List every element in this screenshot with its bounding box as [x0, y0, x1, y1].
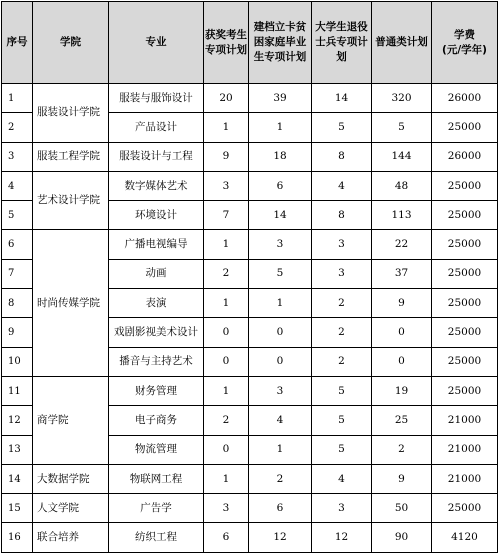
general-plan-cell: 0 [372, 347, 432, 376]
table-row [2, 171, 498, 200]
award-plan-cell: 1 [204, 464, 249, 493]
major-cell: 播音与主持艺术 [109, 347, 204, 376]
veteran-plan-cell: 3 [312, 230, 372, 259]
major-cell: 纺织工程 [109, 523, 204, 552]
tuition-cell: 4120 [432, 523, 498, 552]
table-row [2, 142, 498, 171]
tuition-cell: 25000 [432, 171, 498, 200]
award-plan-cell: 0 [204, 435, 249, 464]
award-plan-cell: 20 [204, 84, 249, 113]
general-plan-cell: 2 [372, 435, 432, 464]
poverty-plan-cell: 12 [249, 523, 312, 552]
header-tuition-label: 学费 [454, 28, 475, 41]
major-cell: 表演 [109, 289, 204, 318]
header-tuition [432, 2, 498, 84]
veteran-plan-cell: 14 [312, 84, 372, 113]
poverty-plan-cell: 14 [249, 201, 312, 230]
tuition-cell: 21000 [432, 406, 498, 435]
enrollment-plan-table-container [1, 1, 498, 553]
row-index: 15 [2, 494, 33, 523]
poverty-plan-cell: 39 [249, 84, 312, 113]
award-plan-cell: 2 [204, 406, 249, 435]
major-cell: 广播电视编导 [109, 230, 204, 259]
row-index: 5 [2, 201, 33, 230]
major-cell: 电子商务 [109, 406, 204, 435]
college-cell: 时尚传媒学院 [33, 230, 109, 376]
poverty-plan-cell: 1 [249, 435, 312, 464]
award-plan-cell: 7 [204, 201, 249, 230]
general-plan-cell: 144 [372, 142, 432, 171]
general-plan-cell: 37 [372, 259, 432, 288]
tuition-cell: 25000 [432, 347, 498, 376]
veteran-plan-cell: 5 [312, 113, 372, 142]
general-plan-cell: 90 [372, 523, 432, 552]
award-plan-cell: 1 [204, 230, 249, 259]
award-plan-cell: 2 [204, 259, 249, 288]
award-plan-cell: 0 [204, 318, 249, 347]
header-general-plan: 普通类计划 [372, 2, 432, 84]
award-plan-cell: 3 [204, 494, 249, 523]
veteran-plan-cell: 5 [312, 376, 372, 405]
award-plan-cell: 1 [204, 289, 249, 318]
veteran-plan-cell: 4 [312, 171, 372, 200]
award-plan-cell: 1 [204, 376, 249, 405]
table-row [2, 464, 498, 493]
general-plan-cell: 320 [372, 84, 432, 113]
veteran-plan-cell: 5 [312, 406, 372, 435]
college-cell: 艺术设计学院 [33, 171, 109, 230]
poverty-plan-cell: 5 [249, 259, 312, 288]
veteran-plan-cell: 3 [312, 494, 372, 523]
table-row [2, 230, 498, 259]
tuition-cell: 26000 [432, 84, 498, 113]
major-cell: 广告学 [109, 494, 204, 523]
major-cell: 戏剧影视美术设计 [109, 318, 204, 347]
row-index: 10 [2, 347, 33, 376]
row-index: 8 [2, 289, 33, 318]
row-index: 12 [2, 406, 33, 435]
general-plan-cell: 22 [372, 230, 432, 259]
tuition-cell: 25000 [432, 113, 498, 142]
poverty-plan-cell: 2 [249, 464, 312, 493]
major-cell: 物流管理 [109, 435, 204, 464]
veteran-plan-cell: 3 [312, 259, 372, 288]
header-award-plan: 获奖考生专项计划 [204, 2, 249, 84]
table-row [2, 494, 498, 523]
poverty-plan-cell: 1 [249, 113, 312, 142]
table-row [2, 376, 498, 405]
row-index: 2 [2, 113, 33, 142]
header-major: 专业 [109, 2, 204, 84]
award-plan-cell: 9 [204, 142, 249, 171]
table-row [2, 523, 498, 552]
major-cell: 数字媒体艺术 [109, 171, 204, 200]
header-college: 学院 [33, 2, 109, 84]
poverty-plan-cell: 3 [249, 230, 312, 259]
general-plan-cell: 9 [372, 289, 432, 318]
header-row [2, 2, 498, 84]
major-cell: 环境设计 [109, 201, 204, 230]
poverty-plan-cell: 3 [249, 376, 312, 405]
poverty-plan-cell: 6 [249, 171, 312, 200]
general-plan-cell: 48 [372, 171, 432, 200]
major-cell: 物联网工程 [109, 464, 204, 493]
college-cell: 服装工程学院 [33, 142, 109, 171]
row-index: 7 [2, 259, 33, 288]
veteran-plan-cell: 5 [312, 435, 372, 464]
header-poverty-plan: 建档立卡贫困家庭毕业生专项计划 [249, 2, 312, 84]
veteran-plan-cell: 2 [312, 289, 372, 318]
major-cell: 服装设计与工程 [109, 142, 204, 171]
tuition-cell: 21000 [432, 464, 498, 493]
general-plan-cell: 50 [372, 494, 432, 523]
tuition-cell: 25000 [432, 230, 498, 259]
row-index: 3 [2, 142, 33, 171]
major-cell: 产品设计 [109, 113, 204, 142]
veteran-plan-cell: 2 [312, 318, 372, 347]
poverty-plan-cell: 0 [249, 347, 312, 376]
college-cell: 联合培养 [33, 523, 109, 552]
general-plan-cell: 25 [372, 406, 432, 435]
tuition-cell: 25000 [432, 289, 498, 318]
poverty-plan-cell: 1 [249, 289, 312, 318]
header-veteran-plan: 大学生退役士兵专项计划 [312, 2, 372, 84]
row-index: 4 [2, 171, 33, 200]
enrollment-plan-table [1, 1, 498, 553]
poverty-plan-cell: 4 [249, 406, 312, 435]
veteran-plan-cell: 12 [312, 523, 372, 552]
poverty-plan-cell: 0 [249, 318, 312, 347]
tuition-cell: 25000 [432, 376, 498, 405]
row-index: 6 [2, 230, 33, 259]
header-tuition-unit: (元/学年) [442, 43, 487, 56]
major-cell: 动画 [109, 259, 204, 288]
tuition-cell: 26000 [432, 142, 498, 171]
general-plan-cell: 0 [372, 318, 432, 347]
veteran-plan-cell: 4 [312, 464, 372, 493]
header-index: 序号 [2, 2, 33, 84]
row-index: 13 [2, 435, 33, 464]
row-index: 11 [2, 376, 33, 405]
row-index: 14 [2, 464, 33, 493]
tuition-cell: 21000 [432, 435, 498, 464]
tuition-cell: 25000 [432, 201, 498, 230]
major-cell: 财务管理 [109, 376, 204, 405]
veteran-plan-cell: 2 [312, 347, 372, 376]
college-cell: 商学院 [33, 376, 109, 464]
general-plan-cell: 9 [372, 464, 432, 493]
table-row [2, 84, 498, 113]
poverty-plan-cell: 6 [249, 494, 312, 523]
tuition-cell: 25000 [432, 318, 498, 347]
college-cell: 大数据学院 [33, 464, 109, 493]
award-plan-cell: 1 [204, 113, 249, 142]
general-plan-cell: 5 [372, 113, 432, 142]
poverty-plan-cell: 18 [249, 142, 312, 171]
general-plan-cell: 113 [372, 201, 432, 230]
row-index: 9 [2, 318, 33, 347]
award-plan-cell: 0 [204, 347, 249, 376]
tuition-cell: 25000 [432, 494, 498, 523]
general-plan-cell: 19 [372, 376, 432, 405]
row-index: 1 [2, 84, 33, 113]
college-cell: 服装设计学院 [33, 84, 109, 143]
award-plan-cell: 3 [204, 171, 249, 200]
award-plan-cell: 6 [204, 523, 249, 552]
tuition-cell: 25000 [432, 259, 498, 288]
major-cell: 服装与服饰设计 [109, 84, 204, 113]
veteran-plan-cell: 8 [312, 201, 372, 230]
college-cell: 人文学院 [33, 494, 109, 523]
row-index: 16 [2, 523, 33, 552]
veteran-plan-cell: 8 [312, 142, 372, 171]
